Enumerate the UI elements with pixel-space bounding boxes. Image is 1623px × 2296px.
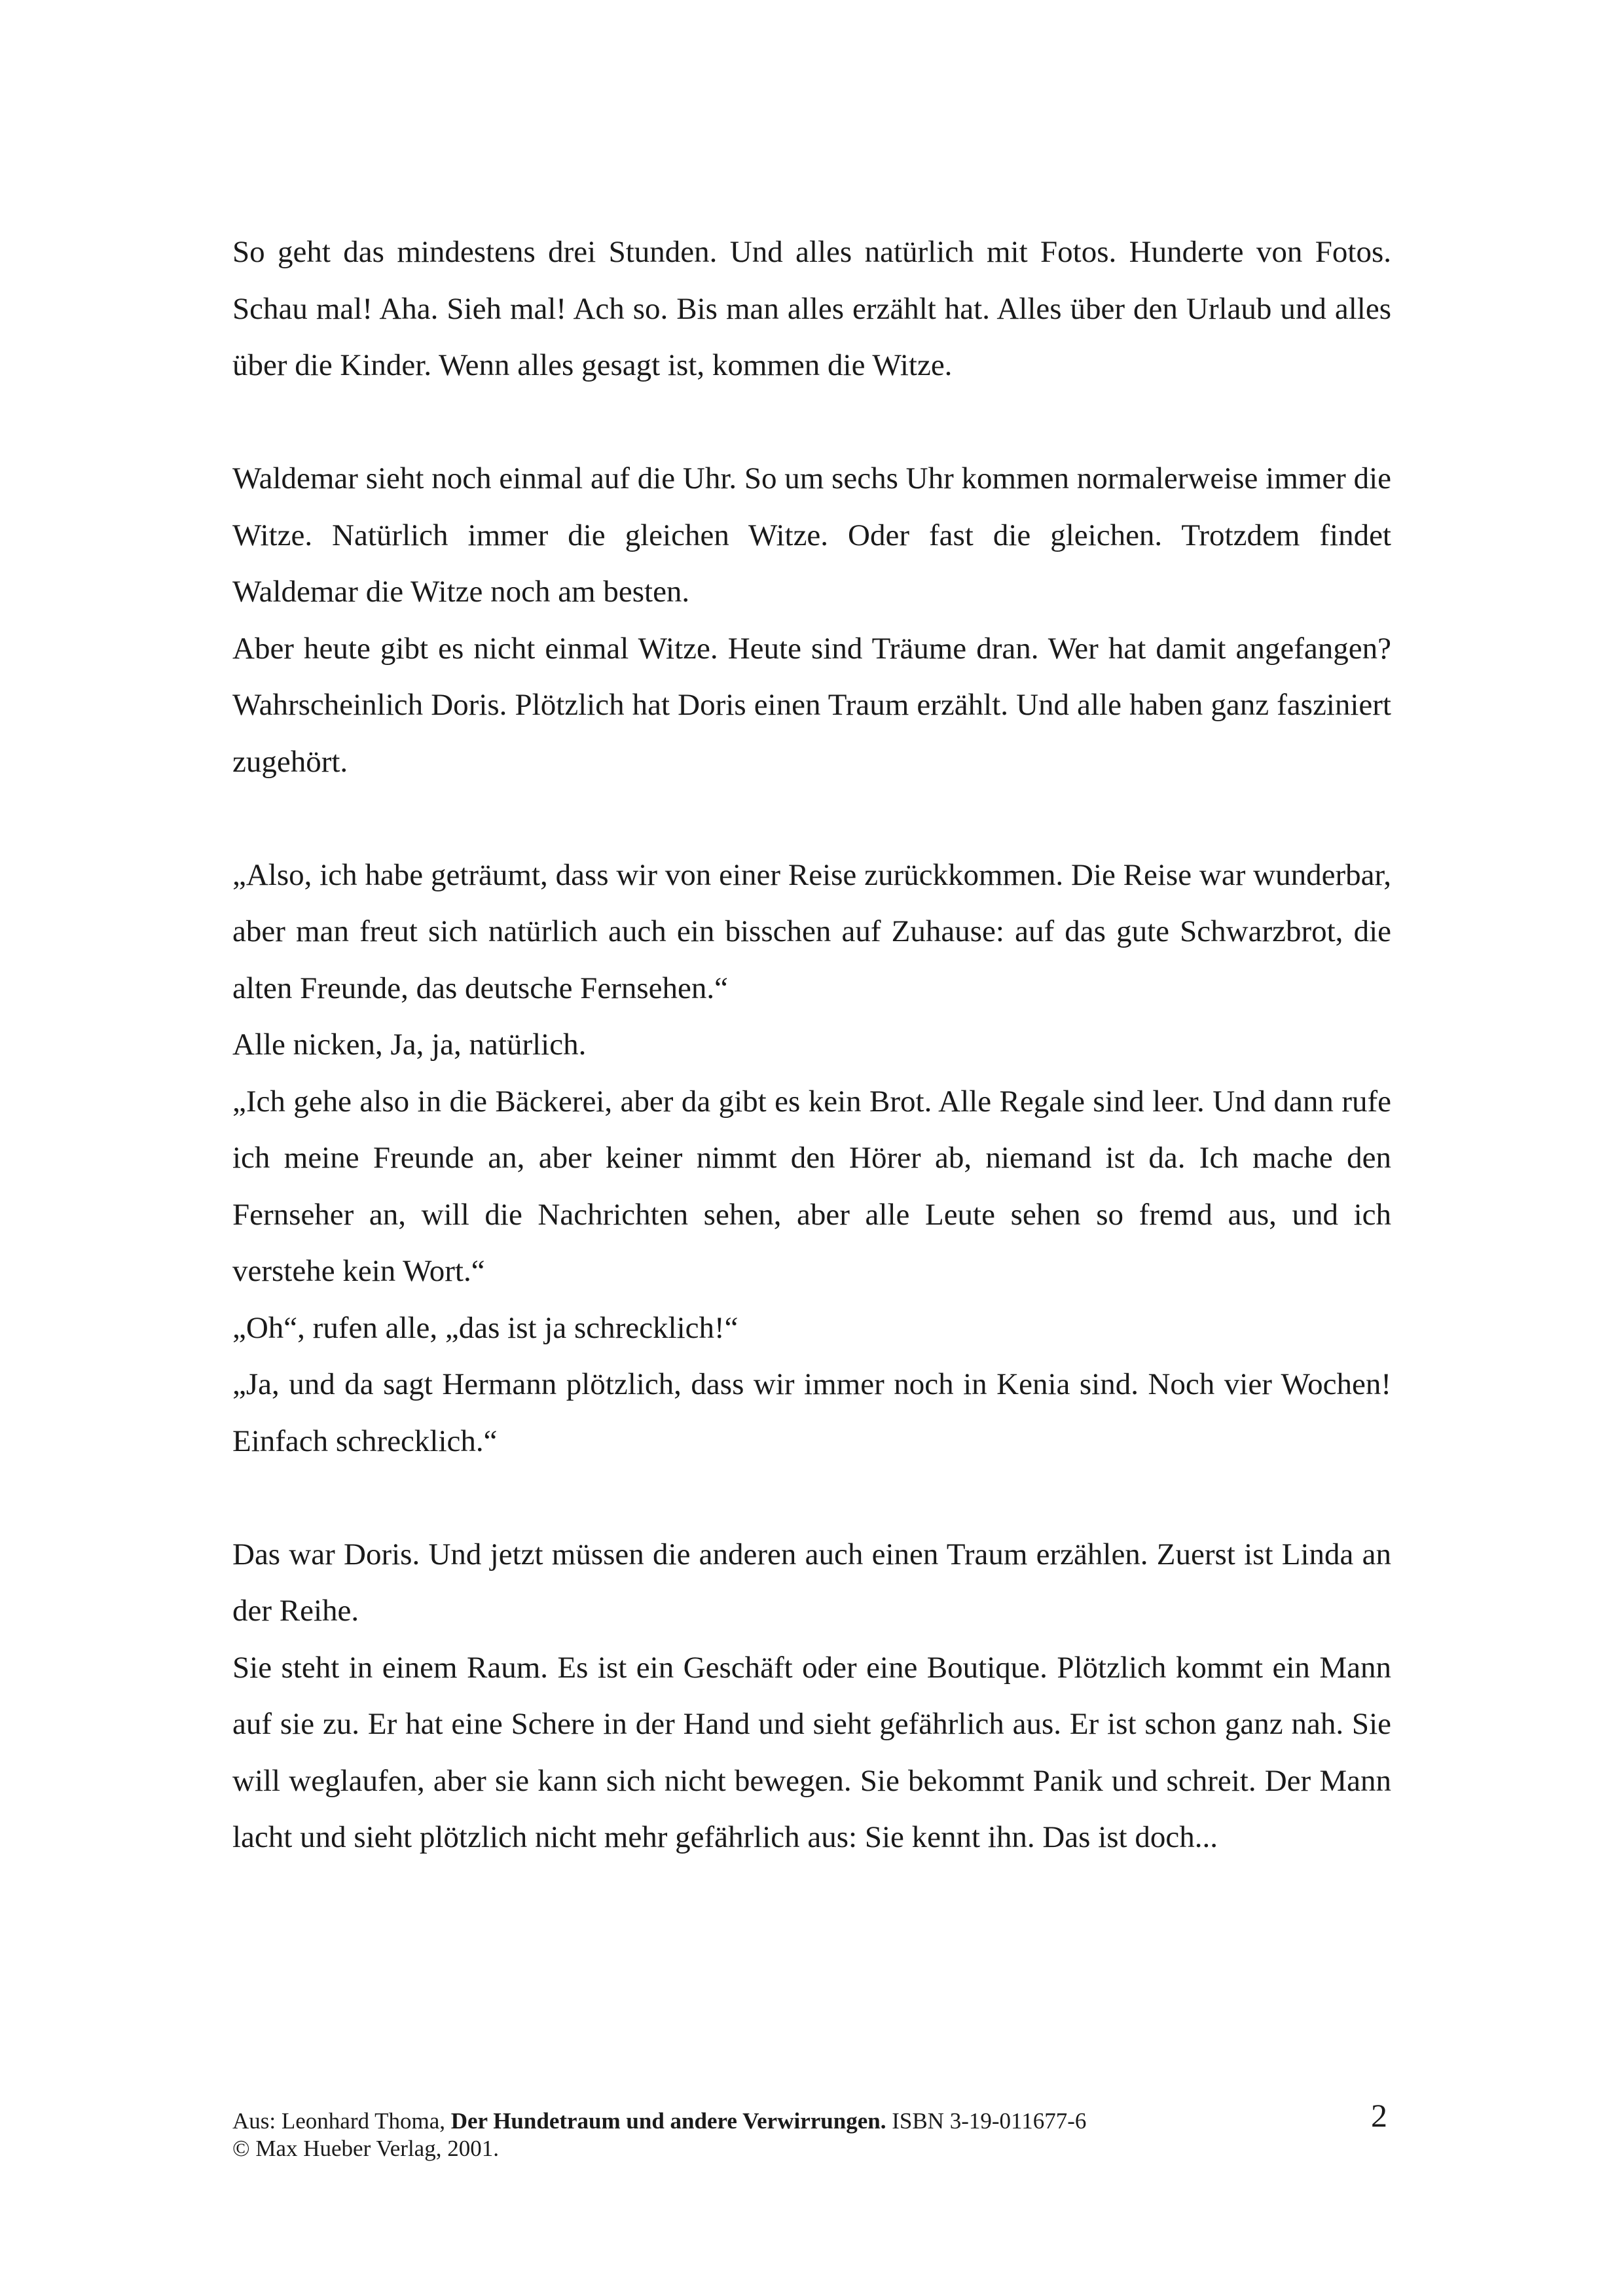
paragraph: Sie steht in einem Raum. Es ist ein Geschäft oder eine Boutique. Plötzlich kommt ein Mann auf sie zu. Er hat eine Schere in der Hand und sieht gefährlich aus. Er ist schon ganz nah. Sie will weglaufen, aber sie kann sich nicht bewegen. Sie bekommt Panik und schreit. Der Mann lacht und sieht plötzlich nicht mehr gefährlich aus: Sie kennt ihn. Das ist doch...: [232, 1650, 1391, 1854]
paragraph: Aber heute gibt es nicht einmal Witze. Heute sind Träume dran. Wer hat damit angefangen? Wahrscheinlich Doris. Plötzlich hat Doris einen Traum erzählt. Und alle haben ganz fasziniert zugehört.: [232, 631, 1391, 779]
paragraph-gap: [232, 790, 1391, 847]
paragraph: Waldemar sieht noch einmal auf die Uhr. So um sechs Uhr kommen normalerweise immer die Witze. Natürlich immer die gleichen Witze. Oder fast die gleichen. Trotzdem findet Waldemar die Witze noch am besten.: [232, 461, 1391, 609]
book-title: Der Hundetraum und andere Verwirrungen.: [450, 2108, 886, 2134]
paragraph: So geht das mindestens drei Stunden. Und alles natürlich mit Fotos. Hunderte von Fotos. Schau mal! Aha. Sieh mal! Ach so. Bis man alles erzählt hat. Alles über den Urlaub und alles über die Kinder. Wenn alles gesagt ist, kommen die Witze.: [232, 235, 1391, 382]
page-number: 2: [1371, 2097, 1387, 2134]
paragraph-gap: [232, 394, 1391, 451]
paragraph-gap: [232, 1469, 1391, 1526]
paragraph: „Oh“, rufen alle, „das ist ja schrecklich!“: [232, 1310, 739, 1345]
isbn: ISBN 3-19-011677-6: [886, 2108, 1087, 2134]
paragraph: „Ich gehe also in die Bäckerei, aber da gibt es kein Brot. Alle Regale sind leer. Und dann rufe ich meine Freunde an, aber keiner nimmt den Hörer ab, niemand ist da. Ich mache den Fernseher an, will die Nachrichten sehen, aber alle Leute sehen so fremd aus, und ich verstehe kein Wort.“: [232, 1084, 1391, 1288]
body-text: [232, 224, 1391, 1866]
citation-line: [232, 2108, 1391, 2135]
paragraph: „Ja, und da sagt Hermann plötzlich, dass wir immer noch in Kenia sind. Noch vier Wochen! Einfach schrecklich.“: [232, 1367, 1391, 1458]
paragraph: Alle nicken, Ja, ja, natürlich.: [232, 1028, 587, 1062]
footer-citation: [232, 2108, 1391, 2162]
paragraph: „Also, ich habe geträumt, dass wir von einer Reise zurückkommen. Die Reise war wunderbar, aber man freut sich natürlich auch ein bisschen auf Zuhause: auf das gute Schwarzbrot, die alten Freunde, das deutsche Fernsehen.“: [232, 857, 1391, 1005]
paragraph: Das war Doris. Und jetzt müssen die anderen auch einen Traum erzählen. Zuerst ist Linda an der Reihe.: [232, 1537, 1391, 1628]
citation-prefix: Aus: Leonhard Thoma,: [232, 2108, 451, 2134]
copyright: © Max Hueber Verlag, 2001.: [232, 2136, 499, 2161]
